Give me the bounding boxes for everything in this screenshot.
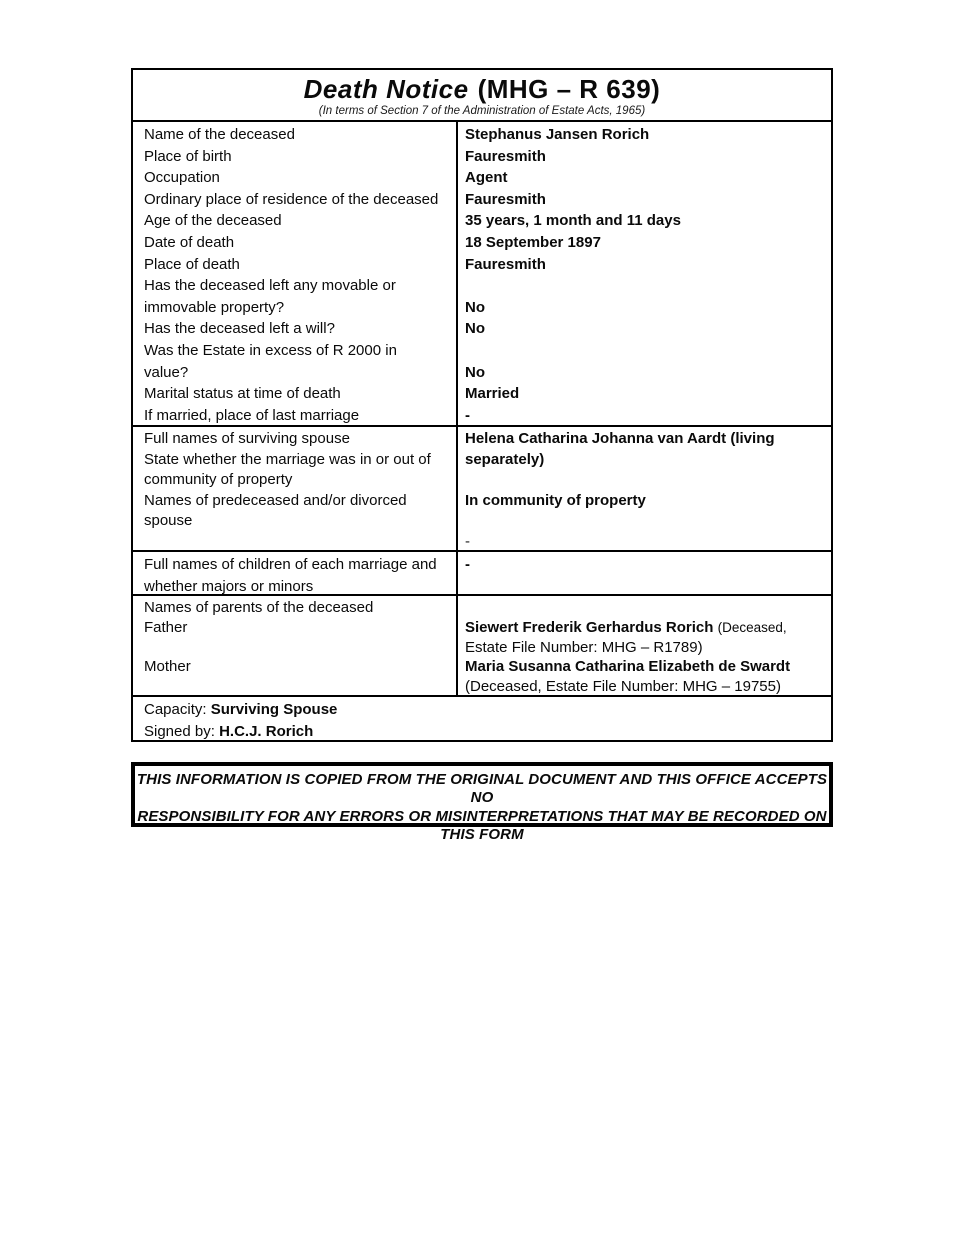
field-label: Place of death	[144, 255, 240, 273]
field-value: No	[465, 320, 485, 338]
field-label: Names of parents of the deceased	[144, 599, 374, 616]
field-label: Occupation	[144, 169, 220, 187]
field-label: community of property	[144, 471, 293, 488]
signed-by-value: H.C.J. Rorich	[219, 722, 314, 740]
field-value: 18 September 1897	[465, 233, 601, 251]
field-value: Married	[465, 385, 520, 403]
values-column	[458, 427, 831, 550]
field-value: separately)	[465, 450, 545, 468]
father-note-part1: (Deceased,	[717, 619, 787, 635]
field-label: immovable property?	[144, 298, 285, 316]
field-label: Marital status at time of death	[144, 385, 341, 403]
values-column	[458, 122, 831, 425]
capacity-line	[144, 699, 825, 721]
disclaimer-box	[131, 762, 833, 843]
section-parents	[133, 596, 831, 697]
values-column	[458, 596, 831, 695]
field-label: Mother	[144, 658, 191, 676]
father-name: Siewert Frederik Gerhardus Rorich	[465, 618, 714, 636]
father-value	[465, 618, 825, 638]
field-value: Stephanus Jansen Rorich	[465, 126, 650, 143]
field-label: Father	[144, 618, 188, 636]
blank-line	[465, 598, 825, 618]
field-label: Ordinary place of residence of the deceased	[144, 190, 439, 208]
section-deceased-details	[133, 122, 831, 427]
signed-by-line	[144, 721, 825, 743]
field-label: Has the deceased left any movable or	[144, 277, 396, 295]
field-value: In community of property	[465, 491, 646, 509]
section-surviving-spouse	[133, 427, 831, 552]
disclaimer-line: THIS FORM	[440, 825, 524, 843]
field-value: Agent	[465, 169, 508, 187]
field-label: Full names of surviving spouse	[144, 430, 350, 447]
field-value	[465, 470, 825, 491]
signed-by-label: Signed by:	[144, 722, 220, 740]
father-note-part2: Estate File Number: MHG – R1789)	[465, 638, 703, 656]
labels-column	[133, 122, 458, 425]
section-capacity-signature	[133, 697, 831, 740]
section-children	[133, 552, 831, 596]
field-label: Full names of children of each marriage and	[144, 556, 437, 573]
field-value: Fauresmith	[465, 255, 546, 273]
capacity-value: Surviving Spouse	[210, 701, 338, 718]
field-value	[465, 275, 825, 297]
field-value: 35 years, 1 month and 11 days	[465, 212, 681, 230]
field-label: If married, place of last marriage	[144, 406, 360, 424]
field-label: Was the Estate in excess of R 2000 in	[144, 341, 397, 359]
death-notice-form	[131, 68, 833, 742]
form-title-main: Death Notice	[303, 74, 469, 104]
field-label: Has the deceased left a will?	[144, 320, 335, 338]
field-value: -	[465, 406, 470, 424]
field-label: Names of predeceased and/or divorced	[144, 491, 407, 509]
disclaimer-line: RESPONSIBILITY FOR ANY ERRORS OR MISINTERPRETATIONS THAT MAY BE RECORDED ON	[137, 807, 827, 825]
labels-column	[133, 552, 458, 594]
field-label: spouse	[144, 512, 193, 529]
field-label: Date of death	[144, 233, 235, 251]
field-value: No	[465, 363, 485, 381]
labels-column	[133, 427, 458, 550]
field-value: Fauresmith	[465, 147, 546, 165]
field-label: State whether the marriage was in or out of	[144, 450, 431, 468]
field-label: Age of the deceased	[144, 212, 282, 230]
values-column	[458, 552, 831, 594]
field-label: Name of the deceased	[144, 126, 295, 143]
mother-name: Maria Susanna Catharina Elizabeth de Swardt	[465, 658, 791, 676]
labels-column	[133, 596, 458, 695]
field-value	[465, 340, 825, 362]
capacity-label: Capacity:	[144, 701, 211, 718]
mother-note: (Deceased, Estate File Number: MHG – 19755)	[465, 678, 781, 696]
field-label: value?	[144, 363, 189, 381]
field-label	[144, 638, 450, 658]
field-label: whether majors or minors	[144, 577, 314, 595]
form-header	[133, 70, 831, 122]
field-value-dash: -	[465, 532, 470, 550]
form-title-code: (MHG – R 639)	[477, 74, 661, 104]
disclaimer-line: THIS INFORMATION IS COPIED FROM THE ORIGINAL DOCUMENT AND THIS OFFICE ACCEPTS NO	[136, 771, 828, 807]
field-label: Place of birth	[144, 147, 232, 165]
field-value	[465, 511, 825, 532]
field-label	[144, 677, 450, 697]
field-value: No	[465, 298, 485, 316]
field-value: Fauresmith	[465, 190, 546, 208]
field-value: -	[465, 556, 470, 573]
field-value: Helena Catharina Johanna van Aardt (living	[465, 430, 775, 447]
form-subtitle: (In terms of Section 7 of the Administration of Estate Acts, 1965)	[318, 105, 646, 117]
form-title	[133, 74, 831, 104]
field-value	[465, 576, 825, 598]
